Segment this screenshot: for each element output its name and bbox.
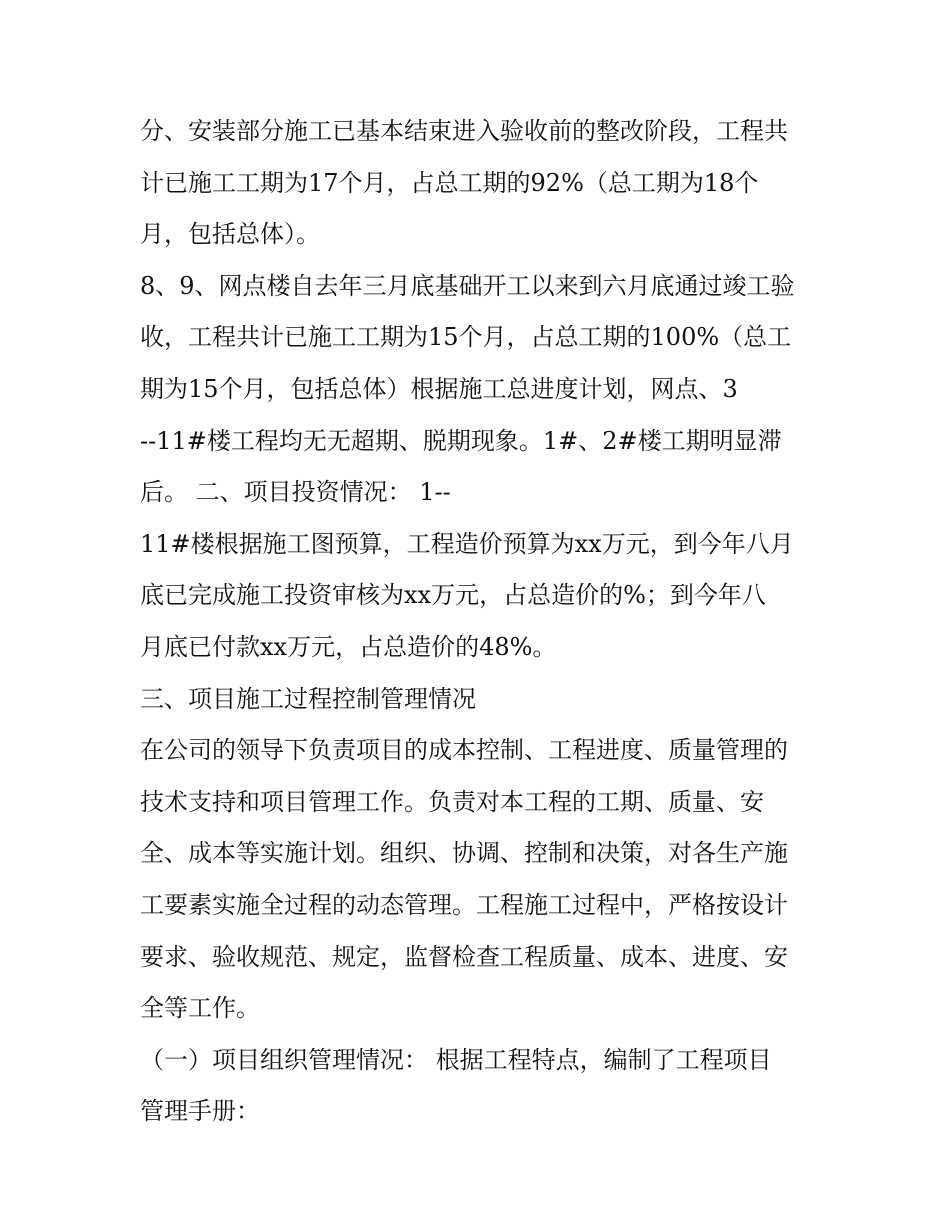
text-line: 期为15个月，包括总体）根据施工总进度计划，网点、3 <box>140 374 738 403</box>
subsection-heading: （一）项目组织管理情况： 根据工程特点，编制了工程项目 <box>140 1045 772 1074</box>
text-line: 管理手册： <box>140 1097 260 1126</box>
text-line: --11#楼工程均无无超期、脱期现象。1#、2#楼工期明显滞 <box>140 426 782 455</box>
text-line: 要求、验收规范、规定，监督检查工程质量、成本、进度、安 <box>140 942 788 971</box>
text-line: 全、成本等实施计划。组织、协调、控制和决策，对各生产施 <box>140 839 788 868</box>
text-line: 11#楼根据施工图预算，工程造价预算为xx万元，到今年八月 <box>140 529 794 558</box>
text-line: 工要素实施全过程的动态管理。工程施工过程中，严格按设计 <box>140 890 788 919</box>
text-line: 在公司的领导下负责项目的成本控制、工程进度、质量管理的 <box>140 736 788 765</box>
text-line: 月底已付款xx万元，占总造价的48%。 <box>140 632 557 661</box>
text-line: 月，包括总体）。 <box>140 220 320 249</box>
text-line: 全等工作。 <box>140 994 260 1023</box>
text-line: 底已完成施工投资审核为xx万元，占总造价的%；到今年八 <box>140 581 766 610</box>
text-line: 8、9、网点楼自去年三月底基础开工以来到六月底通过竣工验 <box>140 271 795 300</box>
document-body <box>140 106 830 1138</box>
text-line: 计已施工工期为17个月，占总工期的92%（总工期为18个 <box>140 168 759 197</box>
section-heading: 三、项目施工过程控制管理情况 <box>140 684 476 713</box>
text-line: 后。 二、项目投资情况： 1-- <box>140 478 451 507</box>
text-line: 收，工程共计已施工工期为15个月，占总工期的100%（总工 <box>140 323 792 352</box>
text-line: 分、安装部分施工已基本结束进入验收前的整改阶段，工程共 <box>140 117 788 145</box>
text-line: 技术支持和项目管理工作。负责对本工程的工期、质量、安 <box>140 787 764 816</box>
